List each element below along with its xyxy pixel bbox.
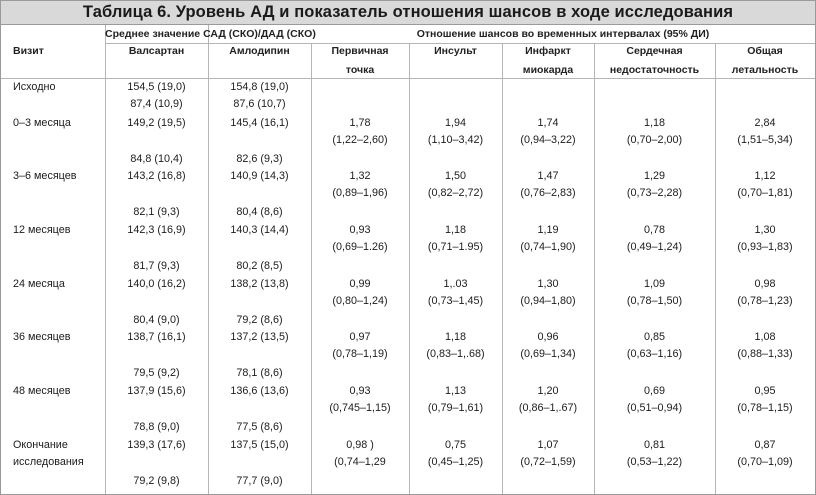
myocardial-infarction-ci-cell: (0,72–1,59) [520,456,576,468]
mortality-or-cell: 1,08 [754,331,776,343]
mortality-ci-cell: (1,51–5,34) [737,134,793,146]
stroke-ci-cell: (1,10–3,42) [427,134,484,146]
visit-label: 3–6 месяцев [13,170,77,182]
primary-endpoint-ci-cell: (1,22–2,60) [332,134,388,146]
stroke-ci-cell: (0,73–1,45) [427,295,484,307]
stroke-or-cell: 1,13 [444,385,466,397]
header-bp-group: Среднее значение САД (СКО)/ДАД (СКО) [105,28,316,40]
valsartan-sbp-cell: 139,3 (17,6) [127,439,186,451]
mortality-ci-cell: (0,78–1,23) [737,295,793,307]
mortality-ci-cell: (0,93–1,83) [737,241,793,253]
mortality-or-cell: 1,12 [754,170,776,182]
visit-label: Окончание [13,439,68,451]
mortality-ci-cell: (0,70–1,09) [737,456,793,468]
heart-failure-ci-cell: (0,73–2,28) [626,187,683,199]
heart-failure-ci-cell: (0,78–1,50) [626,295,683,307]
amlodipine-sbp-cell: 137,5 (15,0) [230,439,289,451]
visit-label: 48 месяцев [13,385,71,397]
primary-endpoint-or-cell: 1,32 [349,170,371,182]
heart-failure-ci-cell: (0,51–0,94) [626,402,683,414]
primary-endpoint-or-cell: 0,93 [349,385,371,397]
mortality-or-cell: 1,30 [754,224,776,236]
header-mortality-line1: Общая [747,45,783,57]
heart-failure-ci-cell: (0,70–2,00) [626,134,683,146]
valsartan-dbp-cell: 82,1 (9,3) [133,206,180,218]
mortality-or-cell: 2,84 [754,117,776,129]
header-visit: Визит [13,45,44,57]
amlodipine-sbp-cell: 145,4 (16,1) [230,117,289,129]
mortality-or-cell: 0,87 [754,439,776,451]
header-primary-line1: Первичная [331,45,389,57]
mortality-or-cell: 0,95 [754,385,776,397]
myocardial-infarction-or-cell: 1,30 [537,278,559,290]
amlodipine-dbp-cell: 78,1 (8,6) [236,367,283,379]
header-valsartan: Валсартан [128,45,185,57]
stroke-or-cell: 1,94 [444,117,466,129]
valsartan-sbp-cell: 149,2 (19,5) [127,117,186,129]
valsartan-sbp-cell: 142,3 (16,9) [127,224,186,236]
stroke-or-cell: 1,.03 [443,278,468,290]
header-mi-line1: Инфаркт [525,45,571,57]
valsartan-dbp-cell: 84,8 (10,4) [130,153,183,165]
heart-failure-or-cell: 0,69 [643,385,665,397]
header-amlodipine: Амлодипин [229,45,290,57]
heart-failure-ci-cell: (0,63–1,16) [626,348,683,360]
data-table [1,25,815,494]
table-title: Таблица 6. Уровень АД и показатель отношения шансов в ходе исследования [82,3,734,21]
visit-label-line2: исследования [13,456,84,468]
heart-failure-or-cell: 0,78 [643,224,665,236]
stroke-ci-cell: (0,83–1,.68) [426,348,485,360]
myocardial-infarction-or-cell: 0,96 [537,331,559,343]
amlodipine-sbp-cell: 154,8 (19,0) [230,81,289,93]
primary-endpoint-ci-cell: (0,69–1.26) [332,241,388,253]
mortality-ci-cell: (0,70–1,81) [737,187,793,199]
visit-label: Исходно [13,81,56,93]
valsartan-sbp-cell: 137,9 (15,6) [127,385,186,397]
amlodipine-dbp-cell: 77,7 (9,0) [236,475,283,487]
header-divider [105,43,815,44]
mortality-ci-cell: (0,78–1,15) [737,402,793,414]
valsartan-dbp-cell: 81,7 (9,3) [133,260,180,272]
visit-label: 0–3 месяца [13,117,71,129]
column-divider [409,44,410,494]
heart-failure-ci-cell: (0,49–1,24) [626,241,683,253]
amlodipine-sbp-cell: 138,2 (13,8) [230,278,289,290]
heart-failure-or-cell: 1,09 [643,278,665,290]
primary-endpoint-or-cell: 0,99 [349,278,371,290]
primary-endpoint-ci-cell: (0,74–1,29 [334,456,386,468]
amlodipine-dbp-cell: 87,6 (10,7) [233,98,286,110]
visit-label: 36 месяцев [13,331,71,343]
valsartan-dbp-cell: 79,2 (9,8) [133,475,180,487]
amlodipine-sbp-cell: 140,3 (14,4) [230,224,289,236]
amlodipine-dbp-cell: 79,2 (8,6) [236,314,283,326]
header-mortality-line2: летальность [731,64,799,76]
myocardial-infarction-ci-cell: (0,86–1,.67) [518,402,578,414]
amlodipine-sbp-cell: 137,2 (13,5) [230,331,289,343]
stroke-or-cell: 1,18 [444,331,466,343]
heart-failure-ci-cell: (0,53–1,22) [626,456,683,468]
amlodipine-sbp-cell: 140,9 (14,3) [230,170,289,182]
myocardial-infarction-or-cell: 1,20 [537,385,559,397]
header-mi-line2: миокарда [522,64,574,76]
primary-endpoint-or-cell: 0,93 [349,224,371,236]
title-bar [1,1,815,25]
column-divider [715,44,716,494]
amlodipine-dbp-cell: 80,2 (8,5) [236,260,283,272]
stroke-ci-cell: (0,45–1,25) [427,456,484,468]
myocardial-infarction-ci-cell: (0,94–3,22) [520,134,576,146]
column-divider [594,44,595,494]
stroke-or-cell: 0,75 [444,439,466,451]
header-bottom-line [1,78,815,79]
myocardial-infarction-ci-cell: (0,76–2,83) [520,187,576,199]
primary-endpoint-or-cell: 0,98 ) [346,439,374,451]
primary-endpoint-ci-cell: (0,80–1,24) [332,295,388,307]
stroke-ci-cell: (0,79–1,61) [427,402,484,414]
myocardial-infarction-or-cell: 1,47 [537,170,559,182]
visit-label: 24 месяца [13,278,65,290]
valsartan-sbp-cell: 138,7 (16,1) [127,331,186,343]
myocardial-infarction-ci-cell: (0,94–1,80) [520,295,576,307]
header-hf-line2: недостаточность [609,64,700,76]
amlodipine-dbp-cell: 80,4 (8,6) [236,206,283,218]
valsartan-dbp-cell: 79,5 (9,2) [133,367,180,379]
stroke-ci-cell: (0,71–1.95) [427,241,484,253]
amlodipine-dbp-cell: 77,5 (8,6) [236,421,283,433]
amlodipine-sbp-cell: 136,6 (13,6) [230,385,289,397]
heart-failure-or-cell: 1,18 [643,117,665,129]
header-hf-line1: Сердечная [626,45,683,57]
myocardial-infarction-ci-cell: (0,74–1,90) [520,241,576,253]
heart-failure-or-cell: 0,81 [643,439,665,451]
column-divider [502,44,503,494]
mortality-or-cell: 0,98 [754,278,776,290]
primary-endpoint-ci-cell: (0,89–1,96) [332,187,388,199]
valsartan-sbp-cell: 140,0 (16,2) [127,278,186,290]
primary-endpoint-ci-cell: (0,745–1,15) [329,402,391,414]
stroke-or-cell: 1,50 [444,170,466,182]
primary-endpoint-ci-cell: (0,78–1,19) [332,348,388,360]
mortality-ci-cell: (0,88–1,33) [737,348,793,360]
myocardial-infarction-or-cell: 1,74 [537,117,559,129]
stroke-ci-cell: (0,82–2,72) [427,187,484,199]
myocardial-infarction-ci-cell: (0,69–1,34) [520,348,576,360]
header-or-group: Отношение шансов во временных интервалах (95% ДИ) [416,28,710,40]
valsartan-sbp-cell: 143,2 (16,8) [127,170,186,182]
header-stroke: Инсульт [434,45,477,57]
column-divider [311,44,312,494]
heart-failure-or-cell: 1,29 [643,170,665,182]
myocardial-infarction-or-cell: 1,19 [537,224,559,236]
primary-endpoint-or-cell: 0,97 [349,331,371,343]
valsartan-dbp-cell: 78,8 (9,0) [133,421,180,433]
valsartan-sbp-cell: 154,5 (19,0) [127,81,186,93]
valsartan-dbp-cell: 87,4 (10,9) [130,98,183,110]
visit-label: 12 месяцев [13,224,71,236]
amlodipine-dbp-cell: 82,6 (9,3) [236,153,283,165]
valsartan-dbp-cell: 80,4 (9,0) [133,314,180,326]
myocardial-infarction-or-cell: 1,07 [537,439,559,451]
primary-endpoint-or-cell: 1,78 [349,117,371,129]
stroke-or-cell: 1,18 [444,224,466,236]
heart-failure-or-cell: 0,85 [643,331,665,343]
header-primary-line2: точка [345,64,375,76]
